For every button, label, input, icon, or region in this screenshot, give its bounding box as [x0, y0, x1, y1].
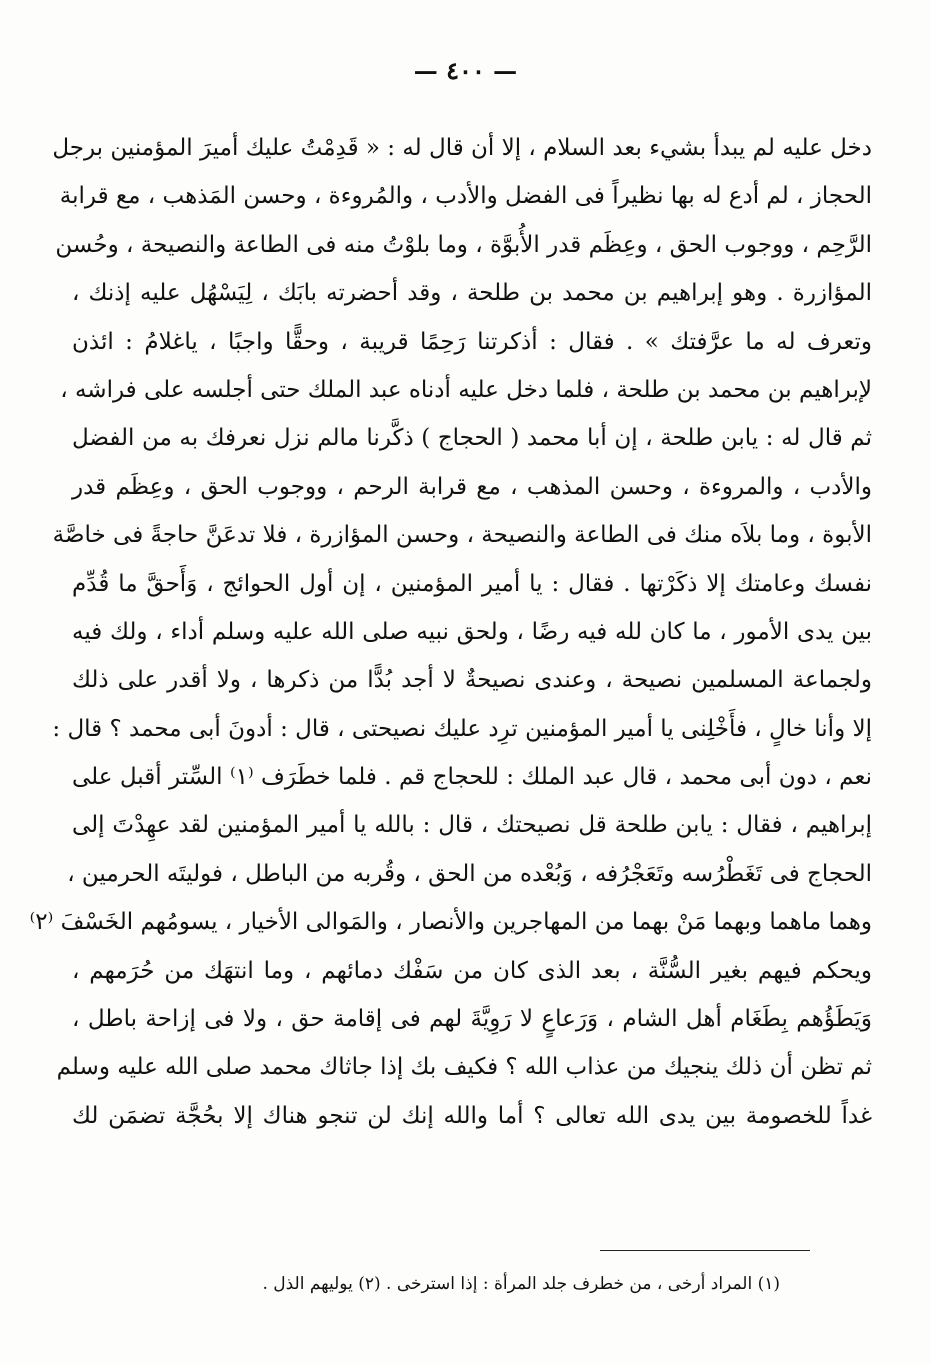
text-line: وهما ماهما وبهما مَنْ بهما من المهاجرين والأنصار ، والمَوالى الأخيار ، يسومُهم الخَسْفَ ⁽٢⁾ — [29, 909, 872, 936]
text-line: الرَّحِم ، ووجوب الحق ، وعِظَم قدر الأُبوَّة ، وما بلوْتُ منه فى الطاعة والنصيحة ، وحُسن — [55, 231, 872, 258]
text-line: ولجماعة المسلمين نصيحة ، وعندى نصيحةٌ لا أجد بُدًّا من ذكرها ، ولا أقدر على ذلك — [72, 667, 872, 694]
footnote-1: (١) المراد أرخى ، من خطرف جلد المرأة : إذا استرخى . — [386, 1274, 780, 1294]
text-line: نفسك وعامتك إلا ذكَرْتها . فقال : يا أمير المؤمنين ، إن أول الحوائج ، وَأَحقَّ ما قُدِّم — [72, 570, 872, 597]
text-line: إلا وأنا خالٍ ، فأَخْلِنى يا أمير المؤمنين ترِد عليك نصيحتى ، قال : أدونَ أبى محمد ؟ قال : — [52, 715, 872, 742]
text-line: دخل عليه لم يبدأ بشيء بعد السلام ، إلا أن قال له : « قَدِمْتُ عليك أميرَ المؤمنين برجل — [52, 135, 872, 161]
text-line: الحجاز ، لم أدع له بها نظيراً فى الفضل والأدب ، والمُروءة ، وحسن المَذهب ، مع قرابة — [59, 183, 872, 210]
text-line: وتعرف له ما عرَّفتك » . فقال : أذكرتنا رَحِمًا قريبة ، وحقًّا واجبًا ، ياغلامُ : ائذن — [72, 328, 872, 355]
body-text — [29, 124, 872, 1140]
page-number: — ٤٠٠ — — [413, 56, 518, 85]
text-line: الأبوة ، وما بلاَه منك فى الطاعة والنصيحة ، وحسن المؤازرة ، فلا تدعَنَّ حاجةً فى خاصَّة — [52, 522, 872, 549]
footnotes — [180, 1270, 780, 1298]
text-line: المؤازرة . وهو إبراهيم بن محمد بن طلحة ، وقد أحضرته بابَك ، لِيَسْهُل عليه إذنك ، — [72, 280, 872, 307]
text-line: ثم تظن أن ذلك ينجيك من عذاب الله ؟ فكيف بك إذا جاثاك محمد صلى الله عليه وسلم — [56, 1054, 872, 1081]
text-line: ثم قال له : يابن طلحة ، إن أبا محمد ( الحجاج ) ذكَّرنا مالم نزل نعرفك به من الفضل — [72, 425, 872, 452]
text-line: نعم ، دون أبى محمد ، قال عبد الملك : للحجاج قم . فلما خطَرَف ⁽١⁾ السِّتر أقبل على — [72, 764, 872, 791]
footnote-2: (٢) يوليهم الذل . — [262, 1274, 381, 1294]
text-line: والأدب ، والمروءة ، وحسن المذهب ، مع قرابة الرحم ، ووجوب الحق ، وعِظَم قدر — [72, 473, 872, 500]
text-line: وَيَطَؤُهم بِطَغَام أهل الشام ، وَرَعاعٍ لا رَوِيَّةَ لهم فى إقامة حق ، ولا فى إزاحة باطل ، — [72, 1006, 872, 1033]
text-line: الحجاج فى تَغَطْرُسه وتَعَجْرُفه ، وَبُعْده من الحق ، وقُربه من الباطل ، فوليتَه الحرمين ، — [67, 860, 872, 887]
text-line: ويحكم فيهم بغير السُّنَّة ، بعد الذى كان من سَفْك دمائهم ، وما انتهَك من حُرَمهم ، — [72, 957, 872, 984]
text-line: بين يدى الأمور ، ما كان لله فيه رضًا ، ولحق نبيه صلى الله عليه وسلم أداء ، ولك فيه — [72, 618, 872, 645]
footnote-divider — [600, 1250, 810, 1251]
text-line: إبراهيم ، فقال : يابن طلحة قل نصيحتك ، قال : بالله يا أمير المؤمنين لقد عهِدْتَ إلى — [72, 812, 872, 839]
text-line: لإبراهيم بن محمد بن طلحة ، فلما دخل عليه أدناه عبد الملك حتى أجلسه على فراشه ، — [60, 376, 872, 403]
text-line: غداً للخصومة بين يدى الله تعالى ؟ أما والله إنك لن تنجو هناك إلا بحُجَّة تضمَن لك — [72, 1102, 872, 1129]
